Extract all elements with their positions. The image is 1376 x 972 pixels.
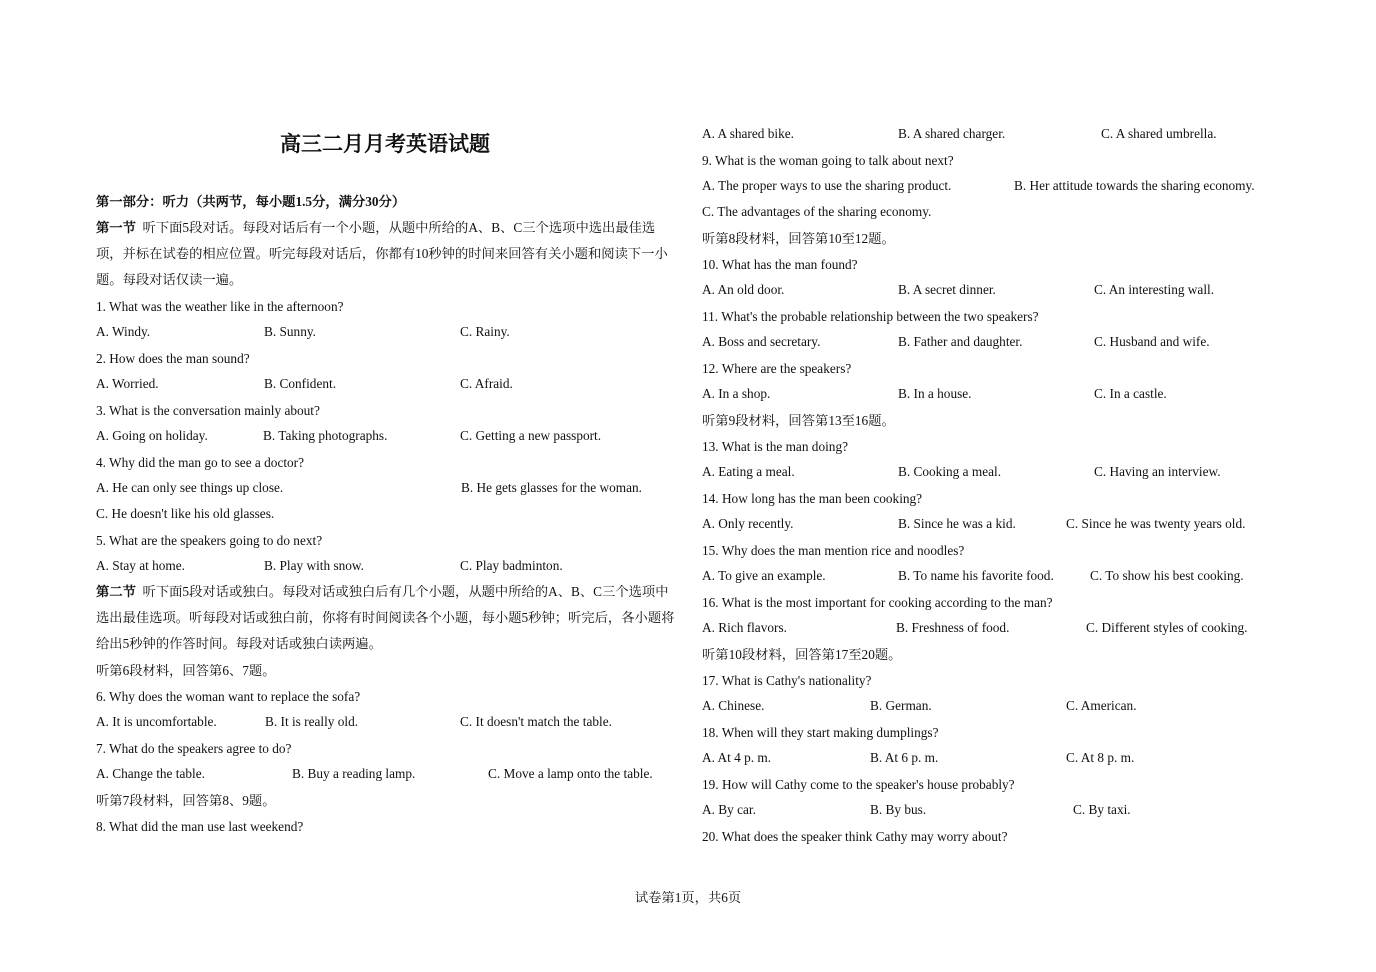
option: C. Since he was twenty years old. (1066, 516, 1246, 531)
option: A. In a shop. (702, 386, 771, 401)
option: A. Rich flavors. (702, 620, 787, 635)
question-17: 17. What is Cathy's nationality? (702, 673, 872, 688)
question-3: 3. What is the conversation mainly about? (96, 403, 320, 418)
option: B. Play with snow. (264, 558, 364, 573)
option: C. An interesting wall. (1094, 282, 1215, 297)
page-footer: 试卷第1页，共6页 (634, 890, 742, 905)
option: C. Move a lamp onto the table. (488, 766, 653, 781)
option: A. Eating a meal. (702, 464, 795, 479)
option: A. An old door. (702, 282, 785, 297)
option: B. Freshness of food. (896, 620, 1010, 635)
question-4: 4. Why did the man go to see a doctor? (96, 455, 305, 470)
section1-text: 听下面5段对话。每段对话后有一个小题，从题中所给的A、B、C三个选项中选出最佳选项，并标在试卷的相应位置。听完每段对话后，你都有10秒钟的时间来回答有关小题和阅读下一小题。每段对话仅读一遍。 (96, 220, 668, 287)
option: A. Boss and secretary. (702, 334, 821, 349)
option: C. Husband and wife. (1094, 334, 1210, 349)
question-19: 19. How will Cathy come to the speaker's house probably? (702, 777, 1015, 792)
question-20: 20. What does the speaker think Cathy may worry about? (702, 829, 1008, 844)
question-9: 9. What is the woman going to talk about next? (702, 153, 954, 168)
option: A. Going on holiday. (96, 428, 208, 443)
option: B. At 6 p. m. (870, 750, 939, 765)
option: A. A shared bike. (702, 126, 794, 141)
question-5: 5. What are the speakers going to do next? (96, 533, 323, 548)
option: C. It doesn't match the table. (460, 714, 612, 729)
option: B. Buy a reading lamp. (292, 766, 416, 781)
option: C. In a castle. (1094, 386, 1167, 401)
option: C. American. (1066, 698, 1137, 713)
page-title: 高三二月月考英语试题 (280, 132, 490, 156)
option: A. The proper ways to use the sharing product. (702, 178, 952, 193)
option: B. Cooking a meal. (898, 464, 1002, 479)
section1-label: 第一节 (96, 220, 136, 235)
question-6: 6. Why does the woman want to replace the sofa? (96, 689, 361, 704)
question-11: 11. What's the probable relationship between the two speakers? (702, 309, 1039, 324)
option: A. To give an example. (702, 568, 826, 583)
question-10: 10. What has the man found? (702, 257, 858, 272)
option: B. Confident. (264, 376, 337, 391)
option: C. Getting a new passport. (460, 428, 602, 443)
option: B. To name his favorite food. (898, 568, 1054, 583)
question-1: 1. What was the weather like in the afternoon? (96, 299, 344, 314)
option: B. By bus. (870, 802, 927, 817)
option: A. Windy. (96, 324, 151, 339)
option: A. By car. (702, 802, 756, 817)
part1-heading: 第一部分：听力（共两节，每小题1.5分，满分30分） (96, 194, 406, 209)
instruction-passage-7: 听第7段材料，回答第8、9题。 (96, 793, 276, 808)
option: C. To show his best cooking. (1090, 568, 1244, 583)
instruction-passage-6: 听第6段材料，回答第6、7题。 (96, 663, 276, 678)
option: C. Play badminton. (460, 558, 563, 573)
option: C. At 8 p. m. (1066, 750, 1135, 765)
question-7: 7. What do the speakers agree to do? (96, 741, 292, 756)
question-8: 8. What did the man use last weekend? (96, 819, 304, 834)
option: A. Only recently. (702, 516, 794, 531)
option: B. Sunny. (264, 324, 316, 339)
option: B. A shared charger. (898, 126, 1006, 141)
option: B. In a house. (898, 386, 972, 401)
option: A. Chinese. (702, 698, 765, 713)
option: C. A shared umbrella. (1101, 126, 1217, 141)
question-12: 12. Where are the speakers? (702, 361, 852, 376)
option: C. Rainy. (460, 324, 510, 339)
question-18: 18. When will they start making dumplings? (702, 725, 939, 740)
instruction-passage-8: 听第8段材料，回答第10至12题。 (702, 231, 895, 246)
question-16: 16. What is the most important for cooking according to the man? (702, 595, 1053, 610)
option: C. Different styles of cooking. (1086, 620, 1248, 635)
option: A. He can only see things up close. (96, 480, 284, 495)
option: C. The advantages of the sharing economy. (702, 204, 932, 219)
section1-instructions (96, 215, 676, 293)
option: C. He doesn't like his old glasses. (96, 506, 275, 521)
question-15: 15. Why does the man mention rice and noodles? (702, 543, 965, 558)
section2-instructions (96, 579, 676, 657)
option: C. Afraid. (460, 376, 513, 391)
instruction-passage-10: 听第10段材料，回答第17至20题。 (702, 647, 902, 662)
option: A. It is uncomfortable. (96, 714, 217, 729)
option: B. Her attitude towards the sharing economy. (1014, 178, 1255, 193)
section2-label: 第二节 (96, 584, 136, 599)
option: A. Worried. (96, 376, 159, 391)
question-2: 2. How does the man sound? (96, 351, 250, 366)
option: B. Father and daughter. (898, 334, 1023, 349)
option: A. Stay at home. (96, 558, 186, 573)
option: C. By taxi. (1073, 802, 1131, 817)
question-14: 14. How long has the man been cooking? (702, 491, 923, 506)
option: B. He gets glasses for the woman. (461, 480, 642, 495)
option: B. It is really old. (265, 714, 359, 729)
option: A. Change the table. (96, 766, 205, 781)
option: C. Having an interview. (1094, 464, 1221, 479)
question-13: 13. What is the man doing? (702, 439, 848, 454)
option: B. A secret dinner. (898, 282, 996, 297)
option: B. Since he was a kid. (898, 516, 1016, 531)
option: B. German. (870, 698, 932, 713)
option: A. At 4 p. m. (702, 750, 772, 765)
section2-text: 听下面5段对话或独白。每段对话或独白后有几个小题，从题中所给的A、B、C三个选项中选出最佳选项。听每段对话或独白前，你将有时间阅读各个小题，每小题5秒钟；听完后，各小题将给出5秒钟的作答时间。每段对话或独白读两遍。 (96, 584, 675, 651)
instruction-passage-9: 听第9段材料，回答第13至16题。 (702, 413, 895, 428)
option: B. Taking photographs. (263, 428, 388, 443)
